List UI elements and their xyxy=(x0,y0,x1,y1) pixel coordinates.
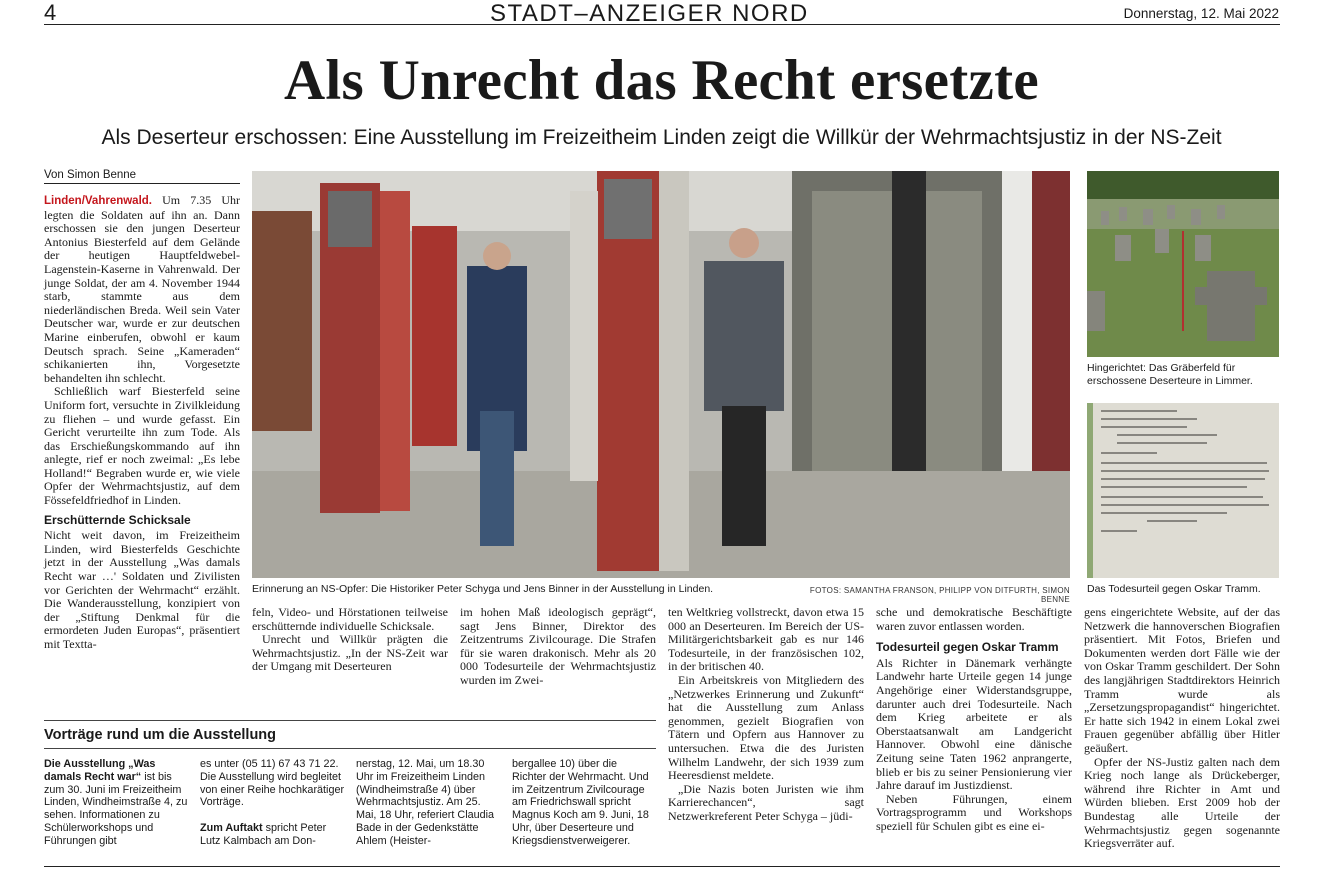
article-column-6 xyxy=(1084,606,1280,851)
page-bottom-rule xyxy=(44,866,1280,867)
paragraph: Neben Führungen, einem Vortragsprogramm und Workshops speziell für Schulen gibt es eine ei- xyxy=(876,791,1072,833)
paragraph: Opfer der NS-Justiz galten nach dem Krieg noch lange als Drückeberger, während ihre Richter in Amt und Würden blieben. Erst 2009 hob der Bundestag alle Urteile der Wehrmachtsjustiz gegen sogenannte Kriegsverräter auf. xyxy=(1084,754,1280,851)
exhibition-photo-illustration xyxy=(252,171,1070,578)
article-headline: Als Unrecht das Recht ersetzte xyxy=(283,49,1040,112)
infobox-column-4 xyxy=(512,758,652,848)
paragraph: gens eingerichtete Website, auf der das Netzwerk die hannoverschen Biografien präsentiert. Mit Fotos, Briefen und Dokumenten werden dort Fälle wie der von Oskar Tramm geschildert. Der Sohn des langjährigen Stadtdirektors Heinrich Tramm wurde als „Zersetzungspropagandist“ hingerichtet. Er hatte sich 1942 in einem Lokal zwei Frauen gegenüber abfällig über Hitler geäußert. xyxy=(1084,605,1280,755)
infobox-text: spricht Peter Lutz Kalmbach am Don- xyxy=(200,822,327,847)
subheading: Erschütternde Schicksale xyxy=(44,512,191,527)
document-photo-illustration xyxy=(1087,403,1279,578)
paragraph: Unrecht und Willkür prägten die Wehrmachtsjustiz. „In der NS-Zeit war der Umgang mit Deserteuren xyxy=(252,632,448,674)
paragraph xyxy=(44,194,240,385)
cemetery-photo-caption: Hingerichtet: Das Gräberfeld für erschossene Deserteure in Limmer. xyxy=(1087,362,1253,387)
infobox-column-2 xyxy=(200,758,346,848)
byline: Von Simon Benne xyxy=(44,169,240,184)
infobox-lead: Die Ausstellung „Was damals Recht war“ xyxy=(44,758,156,783)
paragraph: Als Richter in Dänemark verhängte Landwehr harte Urteile gegen 14 junge Angehörige einer Widerstandsgruppe, darunter auch drei Todesurteile. Nach dem Krieg arbeitete er als Oberstaatsanwalt am Landgericht Hannover. Obwohl eine dänische Zeitung seine Taten 1962 anprangerte, blieb er bis zu seiner Pensionierung vier Jahre darauf im Justizdienst. xyxy=(876,655,1072,793)
cemetery-photo xyxy=(1087,171,1279,357)
article-column-2 xyxy=(252,606,448,674)
cemetery-photo-illustration xyxy=(1087,171,1279,357)
infobox-column-3 xyxy=(356,758,502,848)
article-column-3 xyxy=(460,606,656,688)
paragraph: Ein Arbeitskreis von Mitgliedern des „Netzwerkes Erinnerung und Zukunft“ hat die Ausstellung zum Anlass genommen, gezielt Biografien von Tätern und Opfern aus Hannover zu untersuchen. Etwa die des Juristen Wilhelm Landwehr, der sich 1939 zum Heeresdienst meldete. xyxy=(668,672,864,783)
infobox-title: Vorträge rund um die Ausstellung xyxy=(44,727,277,743)
infobox-text: bergallee 10) über die Richter der Wehrmacht. Und im Zeitzentrum Zivilcourage am Friedrichswall spricht Magnus Koch am 9. Juni, 18 Uhr, über Deserteure und Kriegsdienstverweigerer. xyxy=(512,758,649,847)
paragraph: feln, Video- und Hörstationen teilweise erschütternde individuelle Schicksale. xyxy=(252,605,448,633)
article-column-5 xyxy=(876,606,1072,834)
article-column-4 xyxy=(668,606,864,824)
subheading: Todesurteil gegen Oskar Tramm xyxy=(876,640,1059,655)
photo-credit: FOTOS: SAMANTHA FRANSON, PHILIPP VON DITFURTH, SIMON BENNE xyxy=(809,586,1070,604)
paragraph: Schließlich warf Biesterfeld seine Uniform fort, versuchte in Zivilkleidung zu fliehen – und wurde gefasst. Ein Gericht verurteilte ihn zum Tode. Als das Erschießungskommando auf ihn anlegte, rief er noch zweimal: „Es lebe Holland!“ Begraben wurde er, wie viele Opfer der Wehrmachtsjustiz, auf dem Fössefeldfriedhof in Linden. xyxy=(44,384,240,508)
paragraph: „Die Nazis boten Juristen wie ihm Karrierechancen“, sagt Netzwerkreferent Peter Schyga – jüdi- xyxy=(668,781,864,823)
infobox-text: nerstag, 12. Mai, um 18.30 Uhr im Freizeitheim Linden (Windheimstraße 4) über Wehrmachtsjustiz. Am 25. Mai, 18 Uhr, referiert Claudia Bade in der Gedenkstätte Ahlem (Heister- xyxy=(356,758,495,847)
masthead-rule xyxy=(44,24,1280,25)
page-number: 4 xyxy=(44,0,57,25)
article-subheadline: Als Deserteur erschossen: Eine Ausstellung im Freizeitheim Linden zeigt die Willkür der Wehrmachtsjustiz in der NS-Zeit xyxy=(101,126,1222,149)
dateline: Linden/Vahrenwald. xyxy=(44,195,152,207)
paragraph: ten Weltkrieg vollstreckt, davon etwa 15 000 an Deserteuren. Im Bereich der US-Militärgerichtsbarkeit gab es nur 146 Todesurteile, in der französischen 102, in der britischen 40. xyxy=(668,605,864,674)
infobox-text: ist bis zum 30. Juni im Freizeitheim Linden, Windheimstraße 4, zu sehen. Informationen zu Schülerworkshops und Führungen gibt xyxy=(44,770,188,847)
infobox-column-1 xyxy=(44,758,190,848)
paragraph: Nicht weit davon, im Freizeitheim Linden, wird Biesterfelds Geschichte jetzt in der Ausstellung „Was damals Recht war …' Soldaten und Zivilisten vor Gerichten der Wehrmacht“ erzählt. Die Wanderausstellung, konzipiert von der „Stiftung Denkmal für die ermordeten Juden Europas“, präsentiert mit Textta- xyxy=(44,528,240,651)
infobox-rule-top xyxy=(44,720,656,721)
publication-date: Donnerstag, 12. Mai 2022 xyxy=(1123,6,1279,21)
paragraph-text: Um 7.35 Uhr legten die Soldaten auf ihn an. Dann erschossen sie den jungen Deserteur Antonius Biesterfeld auf dem Gelände der heutigen Hauptfeldwebel-Lagenstein-Kaserne in Vahrenwald. Der junge Soldat, der am 4. November 1944 starb, stammte aus dem niederländischen Breda. Weil sein Vater Deutscher war, wurde er zur deutschen Marine einberufen, obwohl er kaum Deutsch sprach. Seine „Kameraden“ schikanierten ihn, Vorgesetzte behandelten ihn schlecht. xyxy=(44,193,240,385)
newspaper-section-title: STADT–ANZEIGER NORD xyxy=(490,0,809,27)
death-sentence-document-photo xyxy=(1087,403,1279,578)
main-photo-caption: Erinnerung an NS-Opfer: Die Historiker Peter Schyga und Jens Binner in der Ausstellung in Linden. xyxy=(252,583,714,595)
paragraph: im hohen Maß ideologisch geprägt“, sagt Jens Binner, Direktor des Zeitzentrums Zivilcourage. Die Strafen für sie waren drakonisch. Mehr als 20 000 Todesurteile der Wehrmachtsjustiz wurden im Zwei- xyxy=(460,605,656,687)
infobox-rule xyxy=(44,748,656,749)
infobox-text: es unter (05 11) 67 43 71 22. Die Ausstellung wird begleitet von einer Reihe hochkarätiger Vorträge. xyxy=(200,758,345,809)
exhibition-photo xyxy=(252,171,1070,578)
document-photo-caption: Das Todesurteil gegen Oskar Tramm. xyxy=(1087,583,1261,595)
infobox-paragraph xyxy=(200,822,346,848)
infobox-lead: Zum Auftakt xyxy=(200,822,263,835)
article-column-1 xyxy=(44,194,240,652)
paragraph: sche und demokratische Beschäftigte waren zuvor entlassen worden. xyxy=(876,605,1072,633)
